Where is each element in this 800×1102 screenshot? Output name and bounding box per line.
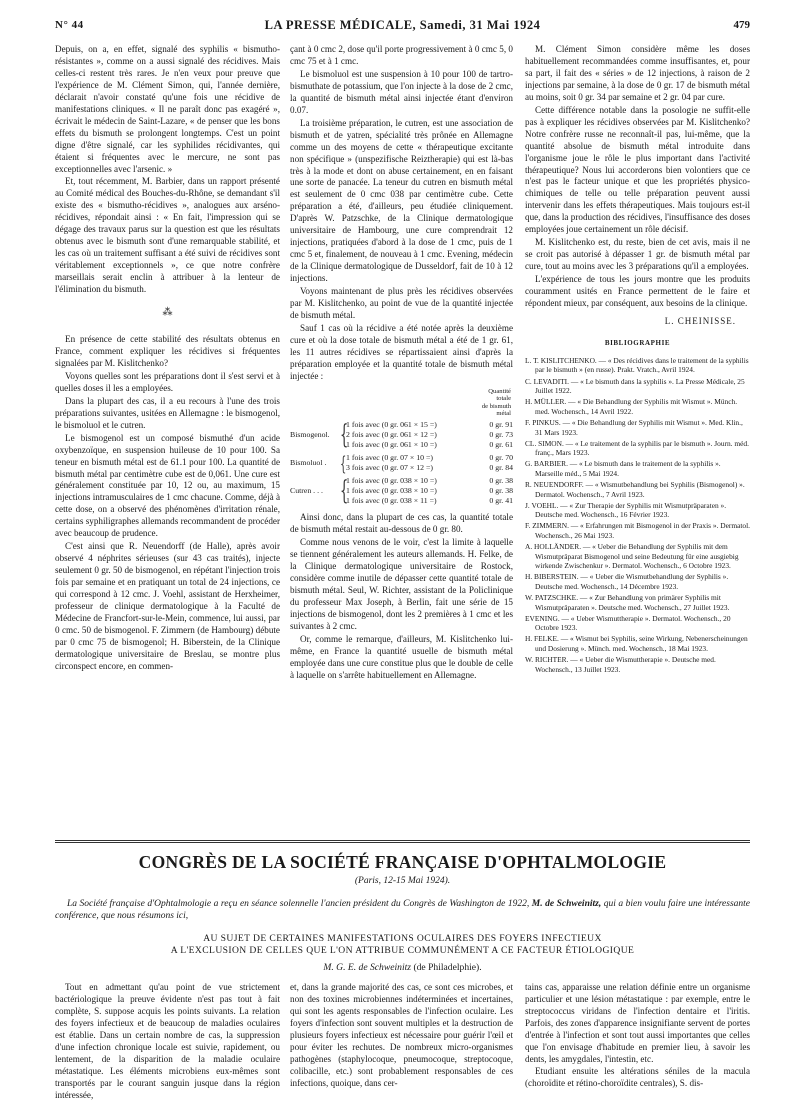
table-row [346,430,513,440]
table-header [290,388,513,418]
dose-cell: 2 fois avec (0 gr. 061 × 12 =) [346,430,437,440]
table-row [346,486,513,496]
paragraph: tains cas, apparaisse une relation définie entre un organisme particulier et une lésion métastatique : par exemple, entre le streptococcus viridans de l'infection dentaire et l'iritis. Parfois, des zones d'apparence insignifiante servent de portes d'entrée à l'infection et sont tout aussi importantes que celles que l'on envisage d'habitude en premier lieu, à savoir les dents, les amygdales, l'intestin, etc. [525,982,750,1064]
section-subtitle: (Paris, 12-15 Mai 1924). [354,876,451,886]
bibliography-entry: L. T. KISLITCHENKO. — « Des récidives dans le traitement de la syphilis par le bismuth » (en russe). Prakt. Vratch., Avril 1924. [525,355,749,375]
paragraph: Comme nous venons de le voir, c'est la limite à laquelle se tiennent généralement les auteurs allemands. H. Felke, de la Clinique dermatologique universitaire de Rostock, considère comme inutile de dépasser cette quantité totale de bismuth métal. Seul, W. Richter, assistant de la Policlinique du professeur Max Joseph, à Berlin, fait une série de 15 injections de bismogenol, dont les 2 premières à 1 cmc et les suivantes à 2 cmc. [290,537,513,631]
intro-text: La Société française d'Ophtalmologie a reçu en séance solennelle l'ancien président du Congrès de Washington de 1922, [67,899,530,909]
bibliography-entry: H. FELKE. — « Wismut bei Syphilis, seine Wirkung, Nebenerscheinungen und Dosierung ». Münch. med. Wochensch., 18 Mai 1923. [525,634,748,653]
speaker-name: M. de Schweinitz, [531,899,602,909]
bibliography-entry: F. ZIMMERN. — « Erfahrungen mit Bismogenol in der Praxis ». Dermatol. Wochensch., 26 Mai 1923. [525,521,750,540]
intro-text: qui a bien voulu faire une intéressante conférence, que nous résumons ici, [55,899,751,921]
table-header-line: métal [496,409,511,417]
paragraph: Ainsi donc, dans la plupart de ces cas, la quantité totale de bismuth métal restait au-dessous de 0 gr. 80. [290,512,513,535]
brace-symbol: { [340,451,347,476]
bibliography-entry: H. BIBERSTEIN. — « Ueber die Wismutbehandlung der Syphilis ». Deutsche med. Wochensch., 14 Décembre 1923. [525,572,729,591]
dose-cell: 1 fois avec (0 gr. 061 × 10 =) [346,440,437,450]
brace-symbol: { [340,476,349,507]
issue-number: N° 44 [55,19,84,31]
table-row [346,496,513,506]
group-label: Cutren . . . [290,486,323,496]
table-row [346,476,513,486]
dose-cell: 3 fois avec (0 gr. 07 × 12 =) [346,463,433,473]
paragraph: Or, comme le remarque, d'ailleurs, M. Kislitchenko lui-même, en France la quantité usuelle de bismuth métal employée dans une cure constitue plus que le double de celle à laquelle on s'arrête habituellement en Allemagne. [290,633,513,680]
author-affiliation: (de Philadelphie). [413,962,482,973]
article-column-1 [55,44,280,834]
paragraph: M. Kislitchenko est, du reste, bien de cet avis, mais il ne se croit pas autorisé à dépasser 1 gr. de bismuth métal par cure, tout au moins avec les 3 préparations qu'il a employées. [525,237,750,272]
paragraph: Le bismoluol est une suspension à 10 pour 100 de tartro-bismuthate de potassium, que l'on injecte à la dose de 2 cmc, la quantité de bismuth métal ainsi injectée étant d'environ 0.07. [290,68,513,115]
table-row [346,463,513,473]
table-row [346,440,513,450]
table-header-line: Quantité [488,387,511,395]
paragraph: La troisième préparation, le cutren, est une association de bismuth et de yatren, spécialité très prônée en Allemagne comme un des moyens de cette « thérapeutique excitante non spécifique » (unspezifische Reiztherapie) qui est là-bas très à la mode et dont on abuse certainement, en en faisant une sorte de panacée. La teneur du cutren en bismuth métal est seulement de 0 cmc 038 par centimètre cube. Cette préparation a été, d'ailleurs, peu étudiée cliniquement. D'après W. Patzschke, de la Clinique dermatologique universitaire de Hambourg, une cure comprendrait 12 injections, pratiquées d'abord à la dose de 1 cmc, puis de 1 cmc 5 et, finalement, de nouveau à 1 cmc. Evening, médecin de la Clinique dermatologique de Dusseldorf, fait de 10 à 12 injections. [290,117,513,284]
paragraph: C'est ainsi que R. Neuendorff (de Halle), après avoir observé 4 néphrites sérieuses (sur 43 cas traités), injecte seulement 0 gr. 50 de bismogenol, en répétant l'injection trois fois par semaine et en pratiquant un total de 24 injections, ce qui correspond à 12 cmc. J. Voehl, assistant de Herxheimer, professeur de clinique dermatologique à la Faculté de Médecine de Francfort-sur-le-Mein, commence, lui aussi, par 0 cmc. 50 de bismogenol. F. Zimmern (de Hambourg) débute par 0 cmc 75 de bismogenol; H. Biberstein, de la Clinique dermatologique universitaire de Breslau, se montre plus circonspect encore, en commen- [55,541,280,671]
table-row [346,453,513,463]
section-divider [55,840,750,843]
bibliography-list [525,356,750,674]
section-title: CONGRÈS DE LA SOCIÉTÉ FRANÇAISE D'OPHTALMOLOGIE [138,852,667,872]
group-label: Bismoluol . [290,458,327,468]
paragraph: En présence de cette stabilité des résultats obtenus en France, comment expliquer les récidives si fréquentes signalées par M. Kislitchenko? [55,334,280,368]
quantity-cell: 0 gr. 41 [489,496,513,506]
paragraph: Voyons maintenant de plus près les récidives observées par M. Kislitchenko, au point de vue de la quantité injectée de bismuth métal. [290,286,513,320]
paragraph: et, dans la grande majorité des cas, ce sont ces microbes, et non des toxines microbiennes indéterminées et incertaines, qui sont les agents responsables de l'infection oculaire. Les foyers d'infection sont souvent multiples et la destruction de plusieurs foyers infectieux est nécessaire pour guérir l'œil et pour éviter les rechutes. De nombreux micro-organismes pathogènes (staphylocoque, pneumocoque, streptocoque, colibacille, etc.) sont probablement responsables de ces infections, quoique, dans cer- [290,982,513,1088]
section-intro [55,898,750,922]
page-header [55,16,750,36]
dose-cell: 1 fois avec (0 gr. 07 × 10 =) [346,453,433,463]
dose-cell: 1 fois avec (0 gr. 038 × 11 =) [346,496,437,506]
section-asterism: ⁂ [162,307,173,319]
paragraph: Voyons quelles sont les préparations dont il s'est servi et à quelles doses il les a employées. [55,370,280,393]
table-group-bismogenol [290,420,513,450]
article-column-2 [290,44,513,834]
quantity-cell: 0 gr. 91 [489,420,513,430]
bibliography-entry: CL. SIMON. — « Le traitement de la syphilis par le bismuth ». Journ. méd. franç., Mars 1923. [525,438,749,458]
bibliography-entry: G. BARBIER. — « Le bismuth dans le traitement de la syphilis ». Marseille méd., 5 Mai 1924. [525,459,721,478]
paragraph: Le bismogenol est un composé bismuthé d'un acide oxybenzoïque, en suspension huileuse de 10 pour 100. Sa teneur en bismuth métal est de 61.1 pour 100. La quantité de bismuth métal par centimètre cube est de 0,061. Une cure est généralement constituée par 10, 12 ou, au maximum, 15 injections intramusculaires de 1 cmc chacune. Comme, déjà à cette dose, on a observé des phénomènes d'irritation rénale, certains syphiligraphes allemands recommandent de procéder avec beaucoup de prudence. [55,432,281,539]
author-signature: L. CHEINISSE. [664,315,736,326]
dose-cell: 1 fois avec (0 gr. 038 × 10 =) [346,486,437,496]
bibliography-heading: BIBLIOGRAPHIE [604,338,671,347]
quantity-cell: 0 gr. 61 [489,440,513,450]
table-header-line: totale [496,395,511,403]
journal-title: LA PRESSE MÉDICALE, Samedi, 31 Mai 1924 [264,18,541,32]
paragraph: çant à 0 cmc 2, dose qu'il porte progressivement à 0 cmc 5, 0 cmc 75 et à 1 cmc. [290,44,513,66]
bibliography-entry: W. RICHTER. — « Ueber die Wismuttherapie ». Deutsche med. Wochensch., 13 Juillet 1923. [525,655,716,674]
quantity-cell: 0 gr. 70 [489,453,513,463]
paper-title-line: AU SUJET DE CERTAINES MANIFESTATIONS OCULAIRES DES FOYERS INFECTIEUX [203,933,602,944]
group-label: Bismogenol. [290,430,330,440]
bibliography-entry: R. NEUENDORFF. — « Wismutbehandlung bei Syphilis (Bismogenol) ». Dermatol. Wochensch., 7 Avril 1923. [525,480,745,499]
bibliography-entry: C. LEVADITI. — « Le bismuth dans la syphilis ». La Presse Médicale, 25 Juillet 1922. [525,376,745,396]
bibliography-entry: A. HOLLÄNDER. — « Ueber die Behandlung der Syphilis mit dem Wismutpräparat Bismogenol und seine Bedeutung für eine ausgiebig wirkende Zwischenkur ». Dermatol. Wochensch., 6 Octobre 1923. [525,542,739,571]
table-group-bismoluol [290,451,513,476]
paragraph: M. Clément Simon considère même les doses habituellement recommandées comme insuffisantes, et, pour sa part, il fait des « séries » de 12 injections, à raison de 2 injections par semaine, à la dose de 0 gr. 17 de bismuth métal au moins, soit 0 gr. 34 par semaine et 2 gr. 04 par cure. [525,44,750,102]
paragraph: Et, tout récemment, M. Barbier, dans un rapport présenté au Comité médical des Bouches-du-Rhône, se demandant s'il existe des « bismutho-récidives », analogues aux arséno-récidives, répondait ainsi : « En fait, l'impression qui se dégage des travaux parus sur la question est que les résultats obtenus avec le bismuth sont d'une remarquable stabilité, et les cas où un traitement suffisant a été suivi de récidives sont véritablement exceptionnels », ce que notre confrère marseillais serait enclin à attribuer à la lenteur de l'élimination du bismuth. [55,176,280,295]
dosage-table [290,388,513,507]
paragraph: Cette différence notable dans la posologie ne suffit-elle pas à expliquer les récidives observées par M. Kislitchenko? Notre confrère russe ne reconnaît-il pas, lui-même, que la quantité absolue de bismuth métal introduite dans l'organisme joue le rôle le plus important dans l'activité thérapeutique? Nous lui accorderons bien volontiers que ce n'est pas le facteur unique et que les propriétés physico-chimiques de telle ou telle préparation peuvent aussi intervenir dans les effets thérapeutiques. Mais toujours est-il que, dans la production des récidives, l'insuffisance des doses employées joue certainement un rôle décisif. [525,104,750,235]
dose-cell: 1 fois avec (0 gr. 061 × 15 =) [346,420,437,430]
author-name: M. G. E. de Schweinitz [323,962,412,973]
table-header-line: de bismuth [481,402,511,410]
article-column-3 [525,44,750,834]
paragraph: Depuis, on a, en effet, signalé des syphilis « bismutho-résistantes », comme on a aussi signalé des récidives. Mais celles-ci restent très rares. Je n'en veux pour preuve que l'expérience de M. Clément Simon, qui, l'année dernière, déclarait n'avoir constaté qu'une fois une récidive de manifestations cliniques. « Il ne paraît donc pas exagéré », écrivait le médecin de Saint-Lazare, « de penser que les bons effets du bismuth se prolongent longtemps. C'est un point digne d'être signalé, car les syphilides récidivantes, qui étaient si fréquentes avec le mercure, ne sont pas exceptionnelles avec l'arsenic. » [55,44,280,174]
paragraph: Etudiant ensuite les altérations séniles de la macula (choroïdite et rétino-choroïdite centrales), S. dis- [525,1065,750,1088]
bibliography-entry: F. PINKUS. — « Die Behandlung der Syphilis mit Wismut ». Med. Klin., 31 Mars 1923. [525,417,743,437]
table-group-cutren [290,476,513,506]
conference-column-1 [55,982,280,1100]
quantity-cell: 0 gr. 38 [489,486,513,496]
page-number: 479 [733,19,750,31]
paragraph: Dans la plupart des cas, il a eu recours à l'une des trois préparations suivantes, usitées en Allemagne : le bismogenol, le bismoluol et le cutren. [55,395,280,430]
bibliography-entry: J. VOEHL. — « Zur Therapie der Syphilis mit Wismutpräparaten ». Deutsche med. Wochensch., 16 Février 1923. [525,500,727,520]
conference-column-2 [290,982,513,1088]
quantity-cell: 0 gr. 84 [489,463,513,473]
bibliography-entry: EVENING. — « Ueber Wismuttherapie ». Dermatol. Wochensch., 20 Octobre 1923. [525,613,731,633]
dose-cell: 1 fois avec (0 gr. 038 × 10 =) [346,476,437,486]
paper-author [55,962,750,973]
bibliography-entry: H. MÜLLER. — « Die Behandlung der Syphilis mit Wismut ». Münch. med. Wochensch., 14 Avril 1922. [525,397,738,416]
table-row [346,420,513,430]
conference-column-3 [525,982,750,1088]
paragraph: L'expérience de tous les jours montre que les produits couramment usités en France permettent de le faire et répondent mieux, par conséquent, aux besoins de la clinique. [525,274,750,309]
paper-title-line: A L'EXCLUSION DE CELLES QUE L'ON ATTRIBUE COMMUNÉMENT A CE FACTEUR ÉTIOLOGIQUE [170,945,635,956]
paragraph: Sauf 1 cas où la récidive a été notée après la deuxième cure et où la dose totale de bismuth métal a été de 1 gr. 61, les 11 autres récidives se répartissaient ainsi d'après la préparation employée et la quantité totale de bismuth métal injectée : [290,322,513,381]
brace-symbol: { [340,420,349,451]
paragraph: Tout en admettant qu'au point de vue strictement bactériologique la preuve évidente n'est pas tout à fait complète, S. suppose acquis les points suivants. La relation des foyers infectieux et de beaucoup de maladies oculaires est établie. Dans un certain nombre de cas, la suppression d'une infection chronique locale est suivie, rapidement, ou lentement, de la disparition de la maladie oculaire métastatique. Les éléments microbiens eux-mêmes sont transportés par le courant sanguin jusque dans la région intéressée, [55,982,280,1100]
paper-title [55,933,750,957]
quantity-cell: 0 gr. 73 [489,430,513,440]
quantity-cell: 0 gr. 38 [489,476,513,486]
bibliography-entry: W. PATZSCHKE. — « Zur Behandlung von primärer Syphilis mit Wismutpräparaten ». Deutsche med. Wochensch., 27 Juillet 1923. [525,593,730,612]
